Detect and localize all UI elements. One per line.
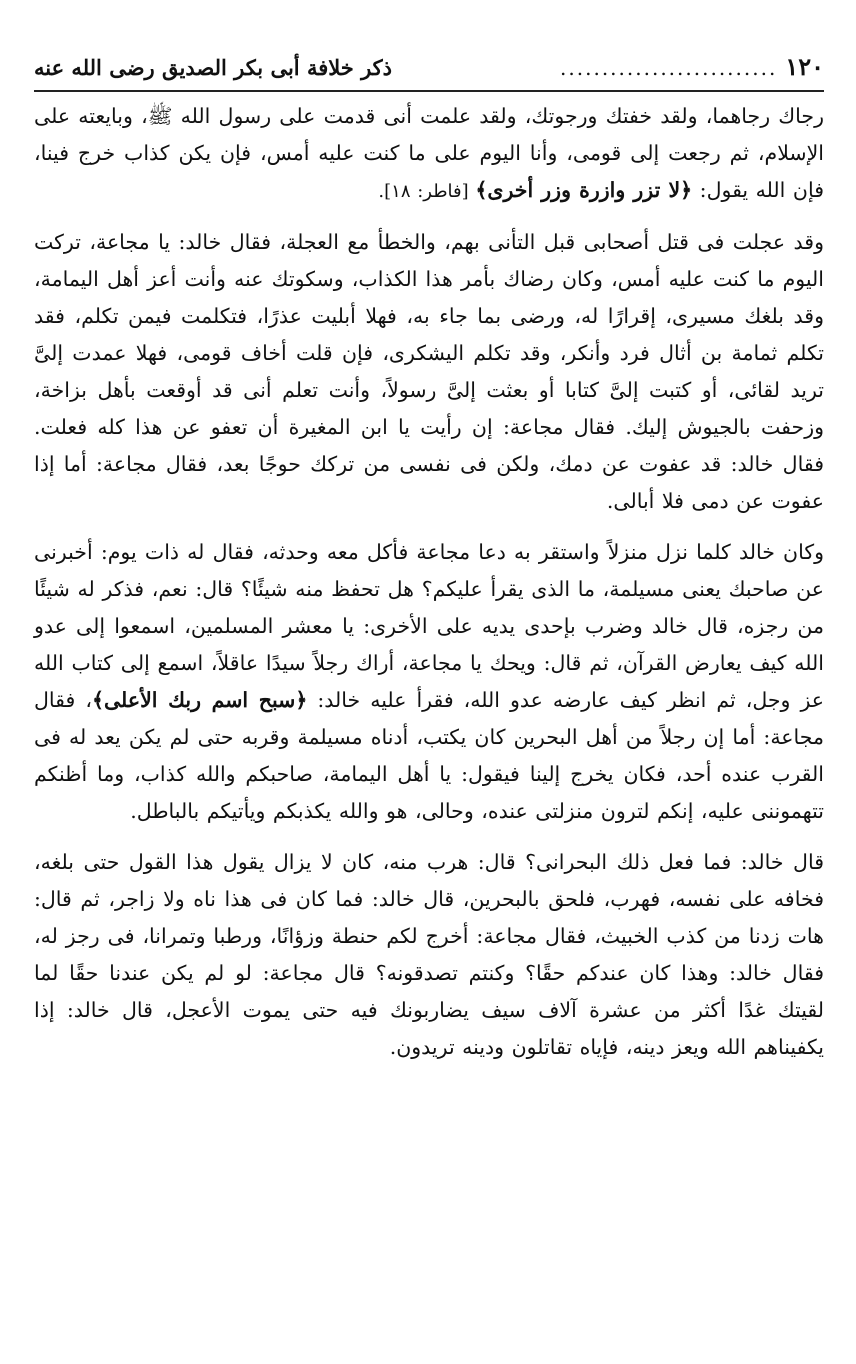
paragraph-4: قال خالد: فما فعل ذلك البحرانى؟ قال: هرب منه، كان لا يزال يقول هذا القول حتى بلغه، فخافه على نفسه، فهرب، فلحق بالبحرين، قال خالد: فما كان فى هذا ناه ولا زاجر، ثم قال: هات زدنا من كذب الخبيث، فقال مجاعة: أخرج لكم حنطة وزؤانًا، ورطبا وتمرانا، فى رجز له، فقال خالد: وهذا كان عندكم حقًا؟ وكنتم تصدقونه؟ قال مجاعة: لو لم يكن عندنا حقًا لما لقيتك غدًا أكثر من عشرة آلاف سيف يضاربونك فيه حتى يموت الأعجل، قال خالد: إذا يكفيناهم الله ويعز دينه، فإياه تقاتلون ودينه تريدون.: [34, 850, 824, 1059]
page-number: ١٢٠: [785, 52, 824, 81]
paragraph-3: [34, 534, 824, 830]
verse-reference: [فاطر: ١٨].: [378, 181, 476, 202]
paragraph-1-text: رجاك رجاهما، ولقد خفتك ورجوتك، ولقد علمت أنى قدمت على رسول الله ﷺ، وبايعته على الإسلام، ثم رجعت إلى قومى، وأنا اليوم على ما كنت عليه أمس، فإن يكن كذاب خرج فينا، فإن الله يقول:: [34, 104, 824, 202]
leader-dots: ..........................: [560, 56, 778, 80]
paragraph-3-text-after: ، فقال مجاعة: أما إن رجلاً من أهل البحرين كان يكتب، أدناه مسيلمة وقربه حتى لم يكن يعد له فى القرب عنده أحد، فكان يخرج إلينا فيقول: يا أهل اليمامة، صاحبكم والله كذاب، وما أظنكم تتهموننى عليه، إنكم لترون منزلتى عنده، وحالى، هو والله يكذبكم ويأتيكم بالباطل.: [34, 688, 824, 823]
quran-verse-al-ala: ﴿سبح اسم ربك الأعلى﴾: [91, 688, 308, 712]
paragraph-1: [34, 98, 824, 210]
paragraph-2: وقد عجلت فى قتل أصحابى قبل التأنى بهم، والخطأ مع العجلة، فقال خالد: يا مجاعة، تركت اليوم ما كنت عليه أمس، وكان رضاك بأمر هذا الكذاب، وسكوتك عنه وأنت أعز أهل اليمامة، وقد بلغك مسيرى، إقرارًا له، ورضى بما جاء به، فهلا أبليت عذرًا، فتكلمت فيمن تكلم، فقد تكلم ثمامة بن أثال فرد وأنكر، وقد تكلم اليشكرى، فإن قلت أخاف قومى، فهلا عمدت إلىَّ تريد لقائى، أو كتبت إلىَّ كتابا أو بعثت إلىَّ رسولاً، وأنت تعلم أنى قد أوقعت بأهل بزاخة، وزحفت بالجيوش إليك. فقال مجاعة: إن رأيت يا ابن المغيرة أن تعفو عن هذا كله فعلت. فقال خالد: قد عفوت عن دمك، ولكن فى نفسى من تركك حوجًا بعد، فقال مجاعة: أما إذا عفوت عن دمى فلا أبالى.: [34, 230, 824, 513]
paragraph-3-text-before: وكان خالد كلما نزل منزلاً واستقر به دعا مجاعة فأكل معه وحدثه، فقال له ذات يوم: أخبرنى عن صاحبك يعنى مسيلمة، ما الذى يقرأ عليكم؟ هل تحفظ منه شيئًا؟ قال: نعم، فذكر له شيئًا من رجزه، قال خالد وضرب بإحدى يديه على الأخرى: يا معشر المسلمين، اسمعوا إلى عدو الله كيف يعارض القرآن، ثم قال: ويحك يا مجاعة، أراك رجلاً سيدًا عاقلاً، اسمع إلى كتاب الله عز وجل، ثم انظر كيف عارضه عدو الله، فقرأ عليه خالد:: [34, 540, 825, 712]
page-number-group: [560, 52, 824, 81]
page-header: [34, 52, 824, 92]
running-title: ذكر خلافة أبى بكر الصديق رضى الله عنه: [34, 55, 393, 80]
quran-verse-fatir: ﴿لا تزر وازرة وزر أخرى﴾: [475, 178, 693, 202]
book-page: [34, 52, 824, 1080]
